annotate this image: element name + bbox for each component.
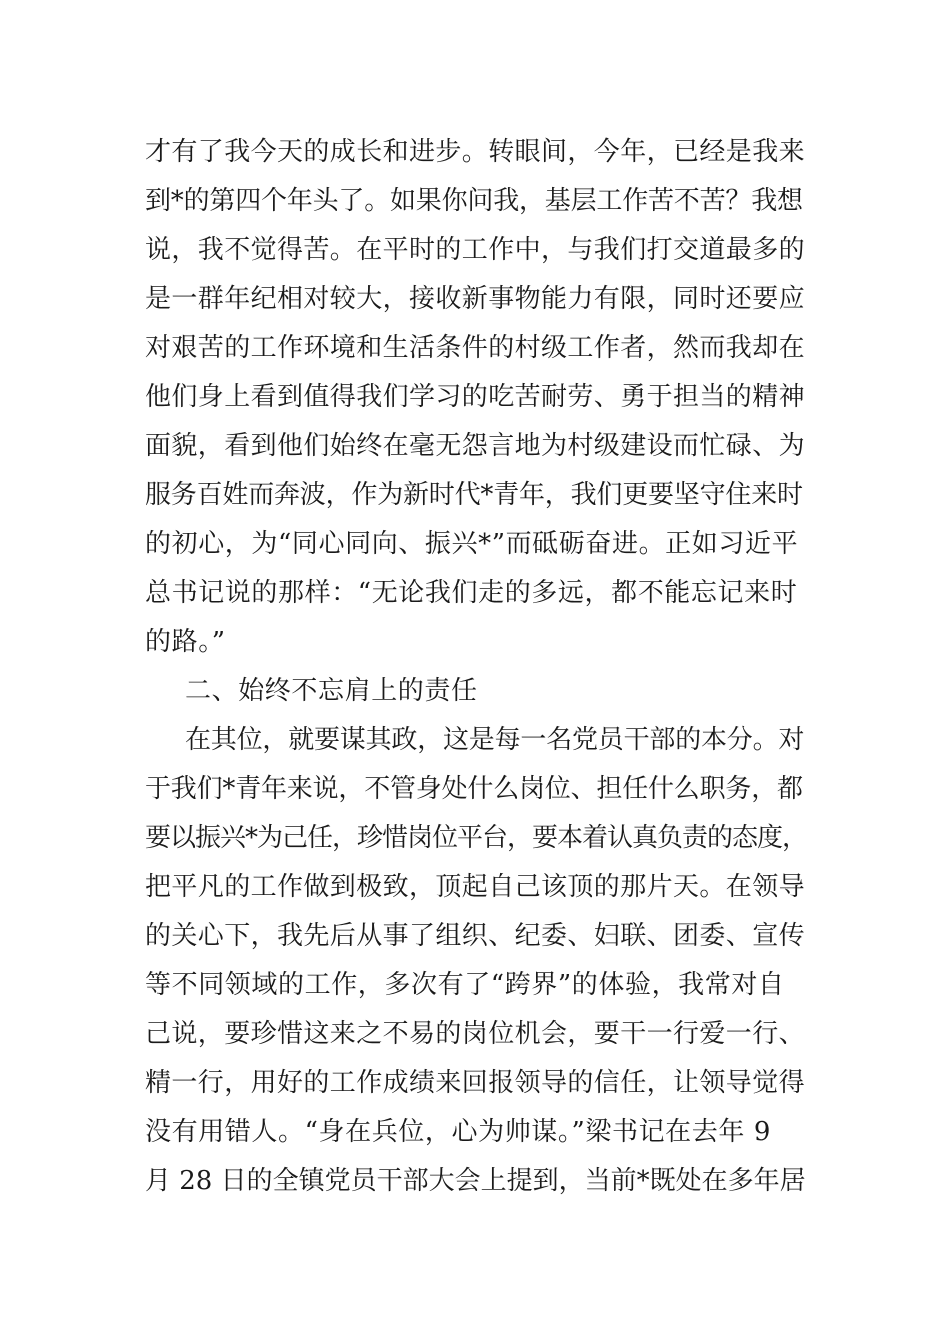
text-line: 把平凡的工作做到极致，顶起自己该顶的那片天。在领导: [145, 872, 806, 902]
text-line: 于我们*青年来说，不管身处什么岗位、担任什么职务，都: [145, 774, 803, 804]
section-heading: 二、始终不忘肩上的责任: [185, 676, 478, 706]
text-line: 的初心，为“同心同向、振兴*”而砥砺奋进。正如习近平: [145, 529, 799, 559]
text-line: 没有用错人。“身在兵位，心为帅谋。”梁书记在去年 9: [145, 1117, 771, 1147]
text-line: 的路。”: [145, 627, 226, 657]
text-line: 在其位，就要谋其政，这是每一名党员干部的本分。对: [185, 725, 805, 755]
text-line: 月 28 日的全镇党员干部大会上提到，当前*既处在多年居: [145, 1166, 806, 1196]
text-line: 到*的第四个年头了。如果你问我，基层工作苦不苦？我想: [145, 186, 803, 216]
text-line: 要以振兴*为己任，珍惜岗位平台，要本着认真负责的态度，: [145, 823, 808, 853]
text-line: 总书记说的那样：“无论我们走的多远，都不能忘记来时: [145, 578, 798, 608]
text-line: 服务百姓而奔波，作为新时代*青年，我们更要坚守住来时: [145, 480, 803, 510]
text-line: 己说，要珍惜这来之不易的岗位机会，要干一行爱一行、: [145, 1019, 806, 1049]
text-line: 说，我不觉得苦。在平时的工作中，与我们打交道最多的: [145, 235, 806, 265]
text-line: 的关心下，我先后从事了组织、纪委、妇联、团委、宣传: [145, 921, 806, 951]
text-line: 面貌，看到他们始终在毫无怨言地为村级建设而忙碌、为: [145, 431, 806, 461]
text-line: 等不同领域的工作，多次有了“跨界”的体验，我常对自: [145, 970, 785, 1000]
text-line: 对艰苦的工作环境和生活条件的村级工作者，然而我却在: [145, 333, 806, 363]
text-line: 他们身上看到值得我们学习的吃苦耐劳、勇于担当的精神: [145, 382, 806, 412]
text-line: 是一群年纪相对较大，接收新事物能力有限，同时还要应: [145, 284, 806, 314]
text-line: 才有了我今天的成长和进步。转眼间，今年，已经是我来: [145, 137, 806, 167]
text-line: 精一行，用好的工作成绩来回报领导的信任，让领导觉得: [145, 1068, 806, 1098]
